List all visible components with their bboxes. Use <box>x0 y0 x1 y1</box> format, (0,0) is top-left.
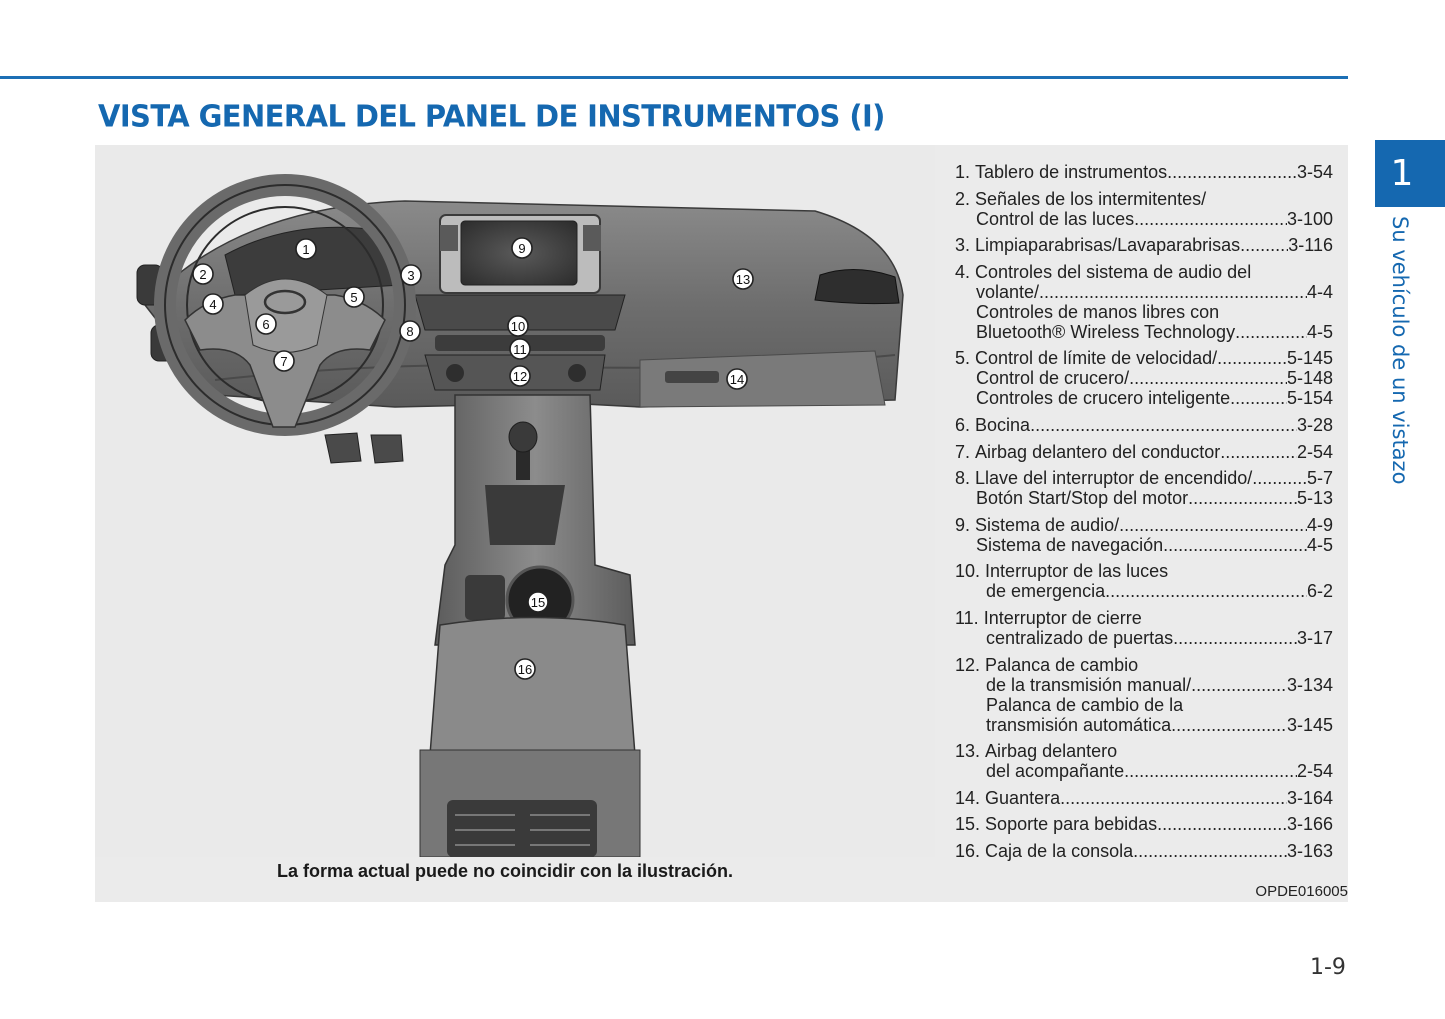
callout-6 <box>256 314 276 334</box>
legend-item: 10. Interruptor de las luces de emergencia ..... 6-2 <box>955 561 1333 601</box>
callout-1 <box>296 239 316 259</box>
svg-text:1: 1 <box>302 242 310 257</box>
legend-item: 9. Sistema de audio/ ..... 4-9 Sistema de navegación ..... 4-5 <box>955 515 1333 555</box>
legend-item: 11. Interruptor de cierre centralizado de puertas ..... 3-17 <box>955 608 1333 648</box>
svg-text:4: 4 <box>209 297 217 312</box>
callout-12 <box>510 366 530 386</box>
legend-item: 6. Bocina ..... 3-28 <box>955 415 1333 435</box>
legend-item: 13. Airbag delantero del acompañante ..... 2-54 <box>955 741 1333 781</box>
svg-text:8: 8 <box>406 324 414 339</box>
callout-15 <box>528 592 548 612</box>
legend-item: 3. Limpiaparabrisas/Lavaparabrisas ..... 3-116 <box>955 235 1333 255</box>
legend-item: 8. Llave del interruptor de encendido/ ..... 5-7 Botón Start/Stop del motor ..... 5-13 <box>955 468 1333 508</box>
dashboard-illustration <box>95 145 935 857</box>
svg-text:13: 13 <box>735 272 751 287</box>
svg-text:7: 7 <box>280 354 288 369</box>
svg-text:5: 5 <box>350 290 358 305</box>
chapter-number: 1 <box>1390 153 1414 194</box>
legend-item: 2. Señales de los intermitentes/ Control de las luces ..... 3-100 <box>955 189 1333 229</box>
callout-10 <box>508 316 528 336</box>
callout-13 <box>733 269 753 289</box>
header-rule <box>0 76 1348 79</box>
figure-panel <box>95 145 1348 902</box>
callout-9 <box>512 238 532 258</box>
chapter-tab[interactable] <box>1375 140 1445 207</box>
legend-item: 15. Soporte para bebidas ..... 3-166 <box>955 814 1333 834</box>
svg-text:12: 12 <box>512 369 528 384</box>
legend-item: 4. Controles del sistema de audio del volante/ ..... 4-4 Controles de manos libres con Bluetooth® Wireless Technology ..... 4-5 <box>955 262 1333 342</box>
callout-5 <box>344 287 364 307</box>
svg-text:9: 9 <box>518 241 526 256</box>
svg-text:6: 6 <box>262 317 270 332</box>
callout-16 <box>515 659 535 679</box>
callout-14 <box>727 369 747 389</box>
figure-code: OPDE016005 <box>1255 883 1348 900</box>
svg-text:10: 10 <box>510 319 526 334</box>
callout-3 <box>401 265 421 285</box>
svg-text:3: 3 <box>407 268 415 283</box>
svg-text:15: 15 <box>530 595 546 610</box>
callout-8 <box>400 321 420 341</box>
legend-item: 12. Palanca de cambio de la transmisión manual/ ..... 3-134 Palanca de cambio de la transmisión automática ..... 3-145 <box>955 655 1333 735</box>
callout-7 <box>274 351 294 371</box>
legend-item: 7. Airbag delantero del conductor ..... 2-54 <box>955 442 1333 462</box>
callout-4 <box>203 294 223 314</box>
legend-item: 14. Guantera ..... 3-164 <box>955 788 1333 808</box>
svg-text:16: 16 <box>517 662 533 677</box>
svg-text:14: 14 <box>729 372 745 387</box>
figure-caption: La forma actual puede no coincidir con la ilustración. <box>276 861 734 881</box>
legend-item: 16. Caja de la consola ..... 3-163 <box>955 841 1333 861</box>
callout-2 <box>193 264 213 284</box>
page-number: 1-9 <box>1310 955 1346 980</box>
component-legend <box>955 162 1333 868</box>
legend-item: 1. Tablero de instrumentos ..... 3-54 <box>955 162 1333 182</box>
chapter-title: Su vehículo de un vistazo <box>1388 216 1412 485</box>
callout-11 <box>510 339 530 359</box>
page-title: VISTA GENERAL DEL PANEL DE INSTRUMENTOS (I) <box>98 98 885 134</box>
svg-text:11: 11 <box>513 342 527 357</box>
legend-item: 5. Control de límite de velocidad/ ..... 5-145 Control de crucero/ ..... 5-148 Controles de crucero inteligente ..... 5-154 <box>955 348 1333 408</box>
svg-text:2: 2 <box>199 267 207 282</box>
